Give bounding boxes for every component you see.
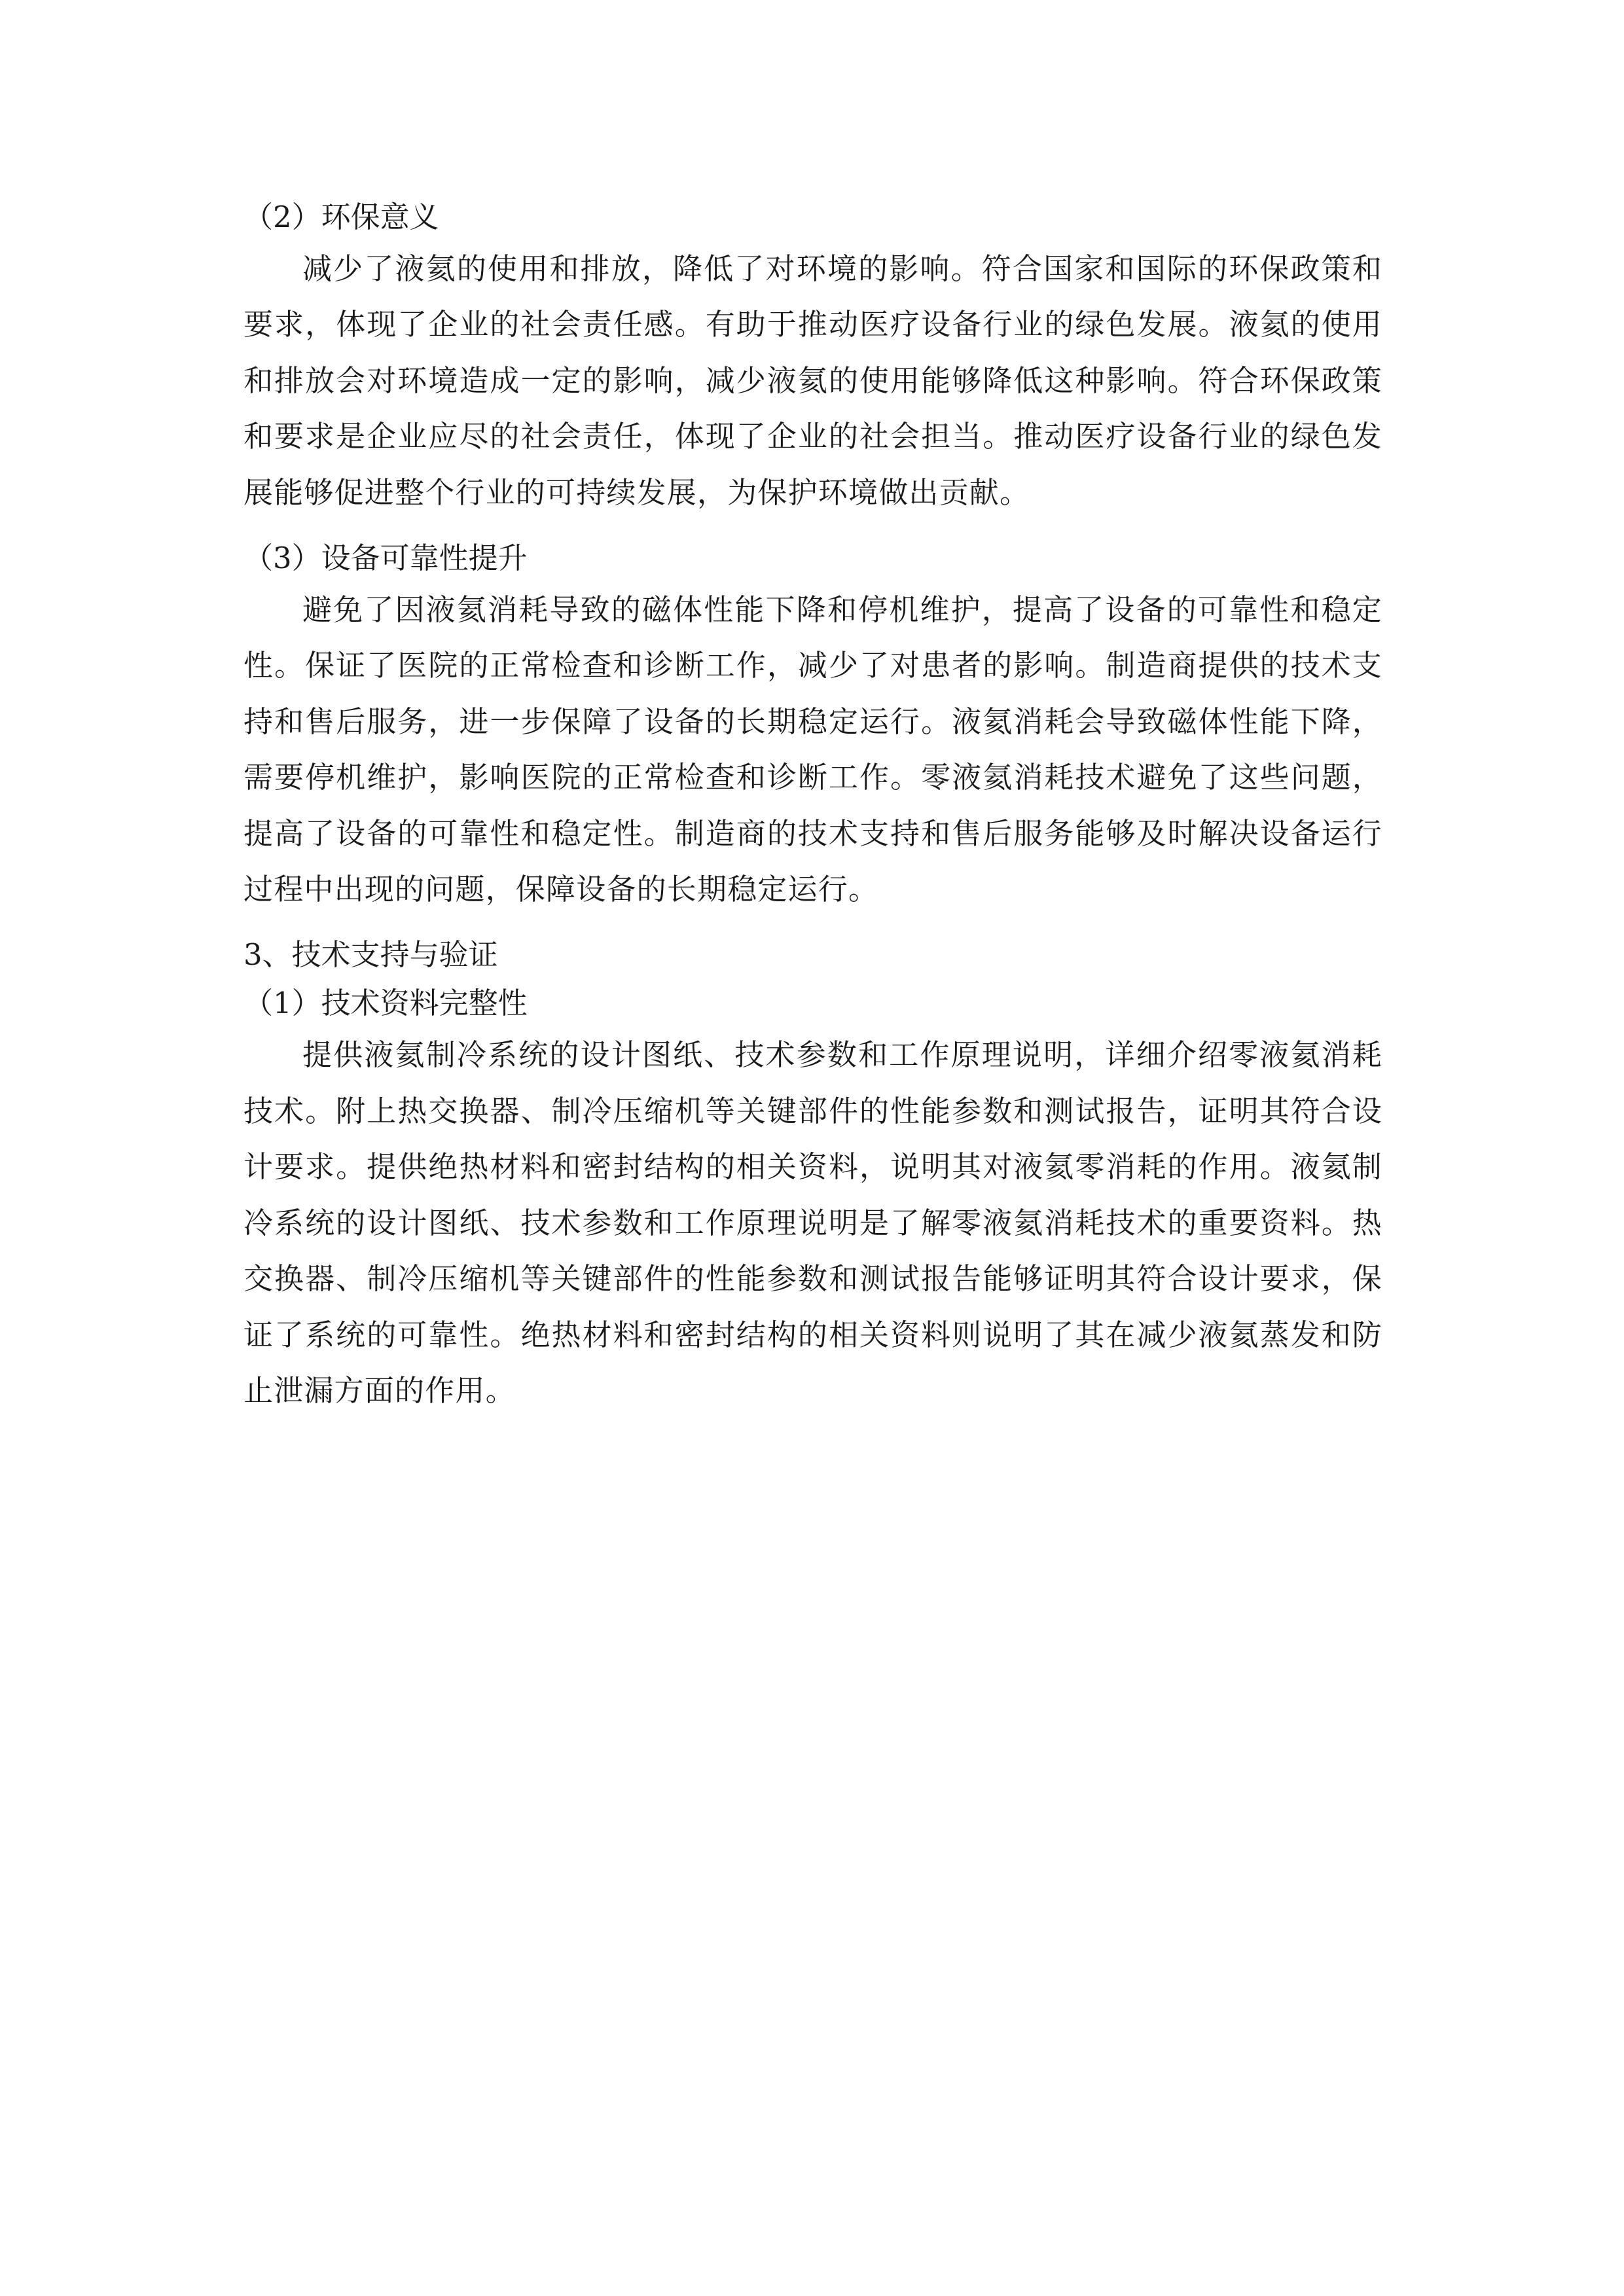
paragraph-reliability: 避免了因液氦消耗导致的磁体性能下降和停机维护，提高了设备的可靠性和稳定性。保证了医院的正常检查和诊断工作，减少了对患者的影响。制造商提供的技术支持和售后服务，进一步保障了设备的长期稳定运行。液氦消耗会导致磁体性能下降，需要停机维护，影响医院的正常检查和诊断工作。零液氦消耗技术避免了这些问题，提高了设备的可靠性和稳定性。制造商的技术支持和售后服务能够及时解决设备运行过程中出现的问题，保障设备的长期稳定运行。 [244,592,1382,907]
paragraph-environmental: 减少了液氦的使用和排放，降低了对环境的影响。符合国家和国际的环保政策和要求，体现了企业的社会责任感。有助于推动医疗设备行业的绿色发展。液氦的使用和排放会对环境造成一定的影响，减少液氦的使用能够降低这种影响。符合环保政策和要求是企业应尽的社会责任，体现了企业的社会担当。推动医疗设备行业的绿色发展能够促进整个行业的可持续发展，为保护环境做出贡献。 [244,251,1382,510]
document-body [244,194,1382,1418]
section-heading-tech-support: 3、技术支持与验证 [244,937,498,973]
spacer [244,917,1382,931]
spacer [244,520,1382,535]
section-heading-environmental: （2）环保意义 [244,200,439,234]
subsection-heading-tech-docs: （1）技术资料完整性 [244,986,528,1021]
paragraph-tech-docs: 提供液氦制冷系统的设计图纸、技术参数和工作原理说明，详细介绍零液氦消耗技术。附上热交换器、制冷压缩机等关键部件的性能参数和测试报告，证明其符合设计要求。提供绝热材料和密封结构的相关资料，说明其对液氦零消耗的作用。液氦制冷系统的设计图纸、技术参数和工作原理说明是了解零液氦消耗技术的重要资料。热交换器、制冷压缩机等关键部件的性能参数和测试报告能够证明其符合设计要求，保证了系统的可靠性。绝热材料和密封结构的相关资料则说明了其在减少液氦蒸发和防止泄漏方面的作用。 [244,1037,1382,1408]
section-heading-reliability: （3）设备可靠性提升 [244,541,528,576]
